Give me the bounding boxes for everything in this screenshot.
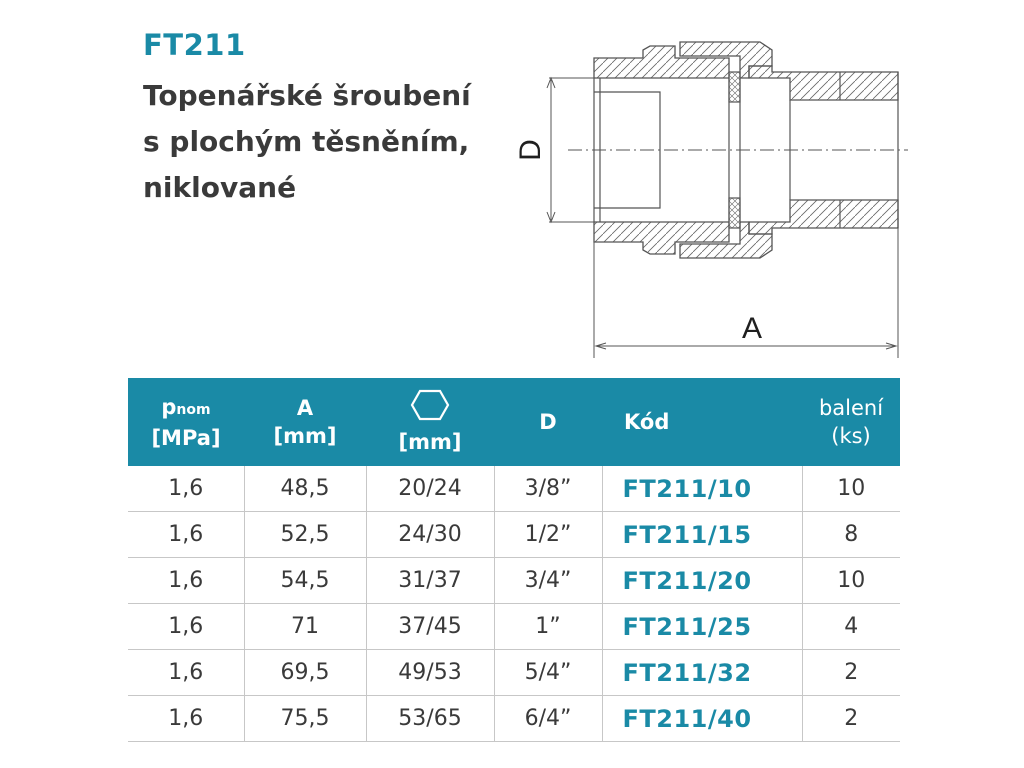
cell-pressure: 1,6	[128, 696, 244, 742]
table-row	[128, 650, 900, 696]
header-package-label: balení	[818, 396, 884, 420]
header-pressure	[128, 378, 244, 466]
cell-package: 10	[802, 558, 900, 604]
cell-hex: 31/37	[366, 558, 494, 604]
spec-table	[128, 378, 900, 742]
cell-hex: 20/24	[366, 466, 494, 512]
title-line: s plochým těsněním,	[143, 125, 470, 158]
header-package	[802, 378, 900, 466]
cell-thread: 1”	[494, 604, 602, 650]
header-code: Kód	[602, 378, 802, 466]
cell-code: FT211/32	[602, 650, 802, 696]
header-thread: D	[494, 378, 602, 466]
dimension-label-d: D	[514, 139, 547, 161]
cell-package: 8	[802, 512, 900, 558]
cell-package: 2	[802, 696, 900, 742]
cell-pressure: 1,6	[128, 558, 244, 604]
cell-hex: 37/45	[366, 604, 494, 650]
cell-pressure: 1,6	[128, 604, 244, 650]
cell-package: 2	[802, 650, 900, 696]
hexagon-icon	[366, 389, 494, 428]
product-code: FT211	[143, 28, 246, 62]
tailpiece-top	[749, 66, 898, 100]
cell-pressure: 1,6	[128, 512, 244, 558]
cell-package: 10	[802, 466, 900, 512]
table-row	[128, 604, 900, 650]
tailpiece-bottom	[749, 200, 898, 234]
cell-hex: 24/30	[366, 512, 494, 558]
cell-thread: 3/8”	[494, 466, 602, 512]
cell-length: 71	[244, 604, 366, 650]
cell-pressure: 1,6	[128, 466, 244, 512]
cell-thread: 5/4”	[494, 650, 602, 696]
cell-package: 4	[802, 604, 900, 650]
table-header-row	[128, 378, 900, 466]
cell-code: FT211/10	[602, 466, 802, 512]
gasket-top	[729, 72, 740, 102]
product-title	[143, 73, 471, 211]
cell-length: 69,5	[244, 650, 366, 696]
cell-code: FT211/25	[602, 604, 802, 650]
table-row	[128, 696, 900, 742]
header-length-unit: [mm]	[273, 424, 337, 448]
cell-hex: 49/53	[366, 650, 494, 696]
table-row	[128, 466, 900, 512]
header-length	[244, 378, 366, 466]
title-line: niklované	[143, 171, 297, 204]
cell-length: 75,5	[244, 696, 366, 742]
cell-length: 48,5	[244, 466, 366, 512]
cell-thread: 3/4”	[494, 558, 602, 604]
header-length-label: A	[296, 396, 314, 420]
cell-code: FT211/20	[602, 558, 802, 604]
header-pressure-symbol: p	[161, 394, 177, 419]
cell-length: 54,5	[244, 558, 366, 604]
cell-pressure: 1,6	[128, 650, 244, 696]
cell-thread: 1/2”	[494, 512, 602, 558]
gasket-bottom	[729, 198, 740, 228]
cell-hex: 53/65	[366, 696, 494, 742]
header-hex-unit: [mm]	[398, 429, 462, 454]
cell-thread: 6/4”	[494, 696, 602, 742]
header-package-unit: (ks)	[831, 424, 871, 448]
header-pressure-subscript: nom	[176, 401, 211, 418]
cell-length: 52,5	[244, 512, 366, 558]
table-row	[128, 512, 900, 558]
cell-code: FT211/15	[602, 512, 802, 558]
header-hex	[366, 378, 494, 466]
technical-drawing	[500, 30, 910, 360]
dimension-label-a: A	[741, 312, 763, 345]
header-pressure-unit: [MPa]	[151, 425, 221, 450]
table-row	[128, 558, 900, 604]
title-line: Topenářské šroubení	[143, 79, 471, 112]
cell-code: FT211/40	[602, 696, 802, 742]
